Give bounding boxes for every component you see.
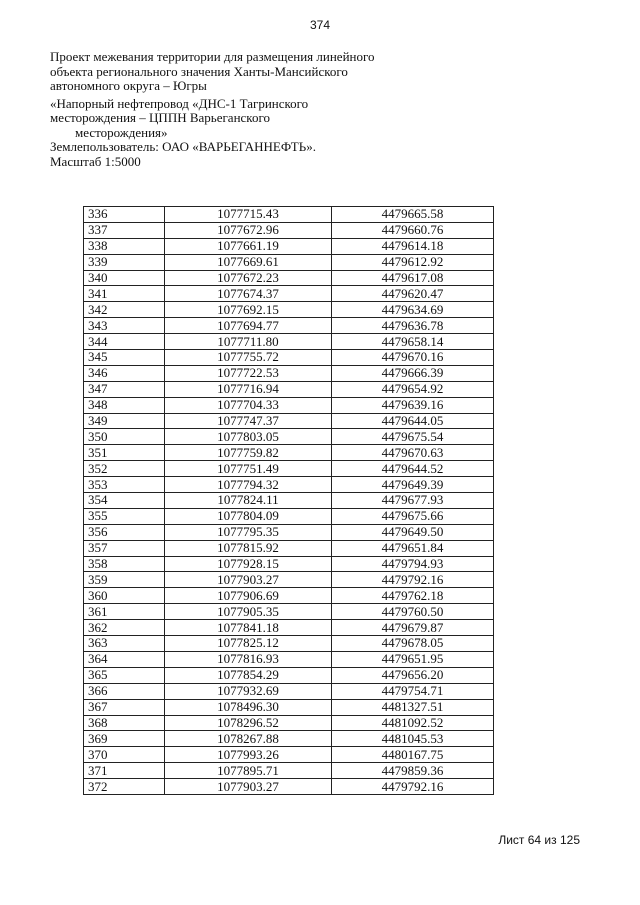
- y-coordinate-cell: 4479651.95: [332, 651, 494, 667]
- y-coordinate-cell: 4479612.92: [332, 254, 494, 270]
- table-row: [84, 334, 494, 350]
- x-coordinate-cell: 1077815.92: [165, 540, 332, 556]
- x-coordinate-cell: 1077825.12: [165, 636, 332, 652]
- table-row: [84, 524, 494, 540]
- x-coordinate-cell: 1077716.94: [165, 381, 332, 397]
- x-coordinate-cell: 1077803.05: [165, 429, 332, 445]
- y-coordinate-cell: 4479620.47: [332, 286, 494, 302]
- table-row: [84, 350, 494, 366]
- header-line-4: «Напорный нефтепровод «ДНС-1 Тагринского: [50, 95, 309, 111]
- header-line-7: Землепользователь: ОАО «ВАРЬЕГАННЕФТЬ».: [50, 139, 316, 154]
- y-coordinate-cell: 4479649.39: [332, 477, 494, 493]
- point-number-cell: 354: [84, 493, 165, 509]
- point-number-cell: 362: [84, 620, 165, 636]
- point-number-cell: 343: [84, 318, 165, 334]
- table-row: [84, 429, 494, 445]
- coordinates-table: [83, 206, 494, 795]
- y-coordinate-cell: 4479678.05: [332, 636, 494, 652]
- y-coordinate-cell: 4479636.78: [332, 318, 494, 334]
- y-coordinate-cell: 4479762.18: [332, 588, 494, 604]
- point-number-cell: 350: [84, 429, 165, 445]
- table-row: [84, 540, 494, 556]
- x-coordinate-cell: 1077903.27: [165, 779, 332, 795]
- table-row: [84, 556, 494, 572]
- point-number-cell: 363: [84, 636, 165, 652]
- table-row: [84, 286, 494, 302]
- table-row: [84, 508, 494, 524]
- point-number-cell: 340: [84, 270, 165, 286]
- table-row: [84, 747, 494, 763]
- header-line-5: месторождения – ЦППН Варьеганского: [50, 110, 270, 125]
- header-line-6: месторождения»: [75, 124, 168, 140]
- x-coordinate-cell: 1077794.32: [165, 477, 332, 493]
- table-row: [84, 222, 494, 238]
- table-row: [84, 763, 494, 779]
- y-coordinate-cell: 4479654.92: [332, 381, 494, 397]
- x-coordinate-cell: 1077759.82: [165, 445, 332, 461]
- point-number-cell: 364: [84, 651, 165, 667]
- point-number-cell: 345: [84, 350, 165, 366]
- x-coordinate-cell: 1077751.49: [165, 461, 332, 477]
- x-coordinate-cell: 1077905.35: [165, 604, 332, 620]
- table-row: [84, 477, 494, 493]
- x-coordinate-cell: 1078296.52: [165, 715, 332, 731]
- page-number: 374: [309, 18, 331, 32]
- point-number-cell: 347: [84, 381, 165, 397]
- point-number-cell: 348: [84, 397, 165, 413]
- header-line-2: объекта регионального значения Ханты-Мансийского: [50, 63, 348, 79]
- y-coordinate-cell: 4479665.58: [332, 207, 494, 223]
- x-coordinate-cell: 1077672.23: [165, 270, 332, 286]
- header-line-1: Проект межевания территории для размещения линейного: [50, 49, 375, 64]
- x-coordinate-cell: 1077932.69: [165, 683, 332, 699]
- table-row: [84, 779, 494, 795]
- x-coordinate-cell: 1077722.53: [165, 365, 332, 381]
- x-coordinate-cell: 1077804.09: [165, 508, 332, 524]
- y-coordinate-cell: 4479649.50: [332, 524, 494, 540]
- table-row: [84, 667, 494, 683]
- point-number-cell: 367: [84, 699, 165, 715]
- table-row: [84, 397, 494, 413]
- x-coordinate-cell: 1077711.80: [165, 334, 332, 350]
- point-number-cell: 346: [84, 365, 165, 381]
- x-coordinate-cell: 1077692.15: [165, 302, 332, 318]
- y-coordinate-cell: 4479792.16: [332, 779, 494, 795]
- point-number-cell: 349: [84, 413, 165, 429]
- coordinates-table-body: [84, 207, 494, 795]
- table-row: [84, 238, 494, 254]
- point-number-cell: 359: [84, 572, 165, 588]
- point-number-cell: 368: [84, 715, 165, 731]
- y-coordinate-cell: 4479656.20: [332, 667, 494, 683]
- table-row: [84, 620, 494, 636]
- y-coordinate-cell: 4479754.71: [332, 683, 494, 699]
- point-number-cell: 351: [84, 445, 165, 461]
- table-row: [84, 254, 494, 270]
- y-coordinate-cell: 4479651.84: [332, 540, 494, 556]
- point-number-cell: 339: [84, 254, 165, 270]
- table-row: [84, 588, 494, 604]
- y-coordinate-cell: 4479644.52: [332, 461, 494, 477]
- y-coordinate-cell: 4479617.08: [332, 270, 494, 286]
- table-row: [84, 636, 494, 652]
- x-coordinate-cell: 1078496.30: [165, 699, 332, 715]
- x-coordinate-cell: 1077704.33: [165, 397, 332, 413]
- y-coordinate-cell: 4479675.66: [332, 508, 494, 524]
- table-row: [84, 604, 494, 620]
- y-coordinate-cell: 4479670.63: [332, 445, 494, 461]
- point-number-cell: 366: [84, 683, 165, 699]
- table-row: [84, 683, 494, 699]
- x-coordinate-cell: 1077816.93: [165, 651, 332, 667]
- x-coordinate-cell: 1077824.11: [165, 493, 332, 509]
- y-coordinate-cell: 4479859.36: [332, 763, 494, 779]
- y-coordinate-cell: 4479760.50: [332, 604, 494, 620]
- x-coordinate-cell: 1077661.19: [165, 238, 332, 254]
- table-row: [84, 302, 494, 318]
- table-row: [84, 572, 494, 588]
- x-coordinate-cell: 1077854.29: [165, 667, 332, 683]
- point-number-cell: 369: [84, 731, 165, 747]
- y-coordinate-cell: 4481045.53: [332, 731, 494, 747]
- point-number-cell: 355: [84, 508, 165, 524]
- y-coordinate-cell: 4479670.16: [332, 350, 494, 366]
- point-number-cell: 353: [84, 477, 165, 493]
- point-number-cell: 336: [84, 207, 165, 223]
- table-row: [84, 270, 494, 286]
- x-coordinate-cell: 1077715.43: [165, 207, 332, 223]
- table-row: [84, 731, 494, 747]
- table-row: [84, 413, 494, 429]
- x-coordinate-cell: 1077747.37: [165, 413, 332, 429]
- x-coordinate-cell: 1077795.35: [165, 524, 332, 540]
- header-line-3: автономного округа – Югры: [50, 78, 207, 93]
- point-number-cell: 372: [84, 779, 165, 795]
- table-row: [84, 651, 494, 667]
- y-coordinate-cell: 4479660.76: [332, 222, 494, 238]
- y-coordinate-cell: 4480167.75: [332, 747, 494, 763]
- x-coordinate-cell: 1077993.26: [165, 747, 332, 763]
- point-number-cell: 358: [84, 556, 165, 572]
- point-number-cell: 337: [84, 222, 165, 238]
- y-coordinate-cell: 4479644.05: [332, 413, 494, 429]
- x-coordinate-cell: 1078267.88: [165, 731, 332, 747]
- document-header: [50, 49, 375, 169]
- y-coordinate-cell: 4479634.69: [332, 302, 494, 318]
- table-row: [84, 493, 494, 509]
- y-coordinate-cell: 4479658.14: [332, 334, 494, 350]
- table-row: [84, 207, 494, 223]
- x-coordinate-cell: 1077674.37: [165, 286, 332, 302]
- table-row: [84, 365, 494, 381]
- point-number-cell: 370: [84, 747, 165, 763]
- y-coordinate-cell: 4479794.93: [332, 556, 494, 572]
- y-coordinate-cell: 4481327.51: [332, 699, 494, 715]
- x-coordinate-cell: 1077841.18: [165, 620, 332, 636]
- point-number-cell: 341: [84, 286, 165, 302]
- y-coordinate-cell: 4479679.87: [332, 620, 494, 636]
- table-row: [84, 461, 494, 477]
- y-coordinate-cell: 4479639.16: [332, 397, 494, 413]
- point-number-cell: 365: [84, 667, 165, 683]
- y-coordinate-cell: 4479677.93: [332, 493, 494, 509]
- point-number-cell: 356: [84, 524, 165, 540]
- point-number-cell: 352: [84, 461, 165, 477]
- y-coordinate-cell: 4479675.54: [332, 429, 494, 445]
- table-row: [84, 715, 494, 731]
- y-coordinate-cell: 4479792.16: [332, 572, 494, 588]
- x-coordinate-cell: 1077669.61: [165, 254, 332, 270]
- point-number-cell: 342: [84, 302, 165, 318]
- table-row: [84, 381, 494, 397]
- x-coordinate-cell: 1077672.96: [165, 222, 332, 238]
- y-coordinate-cell: 4479666.39: [332, 365, 494, 381]
- x-coordinate-cell: 1077928.15: [165, 556, 332, 572]
- point-number-cell: 361: [84, 604, 165, 620]
- y-coordinate-cell: 4479614.18: [332, 238, 494, 254]
- point-number-cell: 371: [84, 763, 165, 779]
- point-number-cell: 360: [84, 588, 165, 604]
- table-row: [84, 699, 494, 715]
- point-number-cell: 357: [84, 540, 165, 556]
- x-coordinate-cell: 1077903.27: [165, 572, 332, 588]
- point-number-cell: 338: [84, 238, 165, 254]
- x-coordinate-cell: 1077694.77: [165, 318, 332, 334]
- x-coordinate-cell: 1077906.69: [165, 588, 332, 604]
- x-coordinate-cell: 1077755.72: [165, 350, 332, 366]
- y-coordinate-cell: 4481092.52: [332, 715, 494, 731]
- sheet-counter: Лист 64 из 125: [498, 833, 580, 847]
- table-row: [84, 318, 494, 334]
- point-number-cell: 344: [84, 334, 165, 350]
- x-coordinate-cell: 1077895.71: [165, 763, 332, 779]
- table-row: [84, 445, 494, 461]
- header-line-8: Масштаб 1:5000: [50, 153, 141, 169]
